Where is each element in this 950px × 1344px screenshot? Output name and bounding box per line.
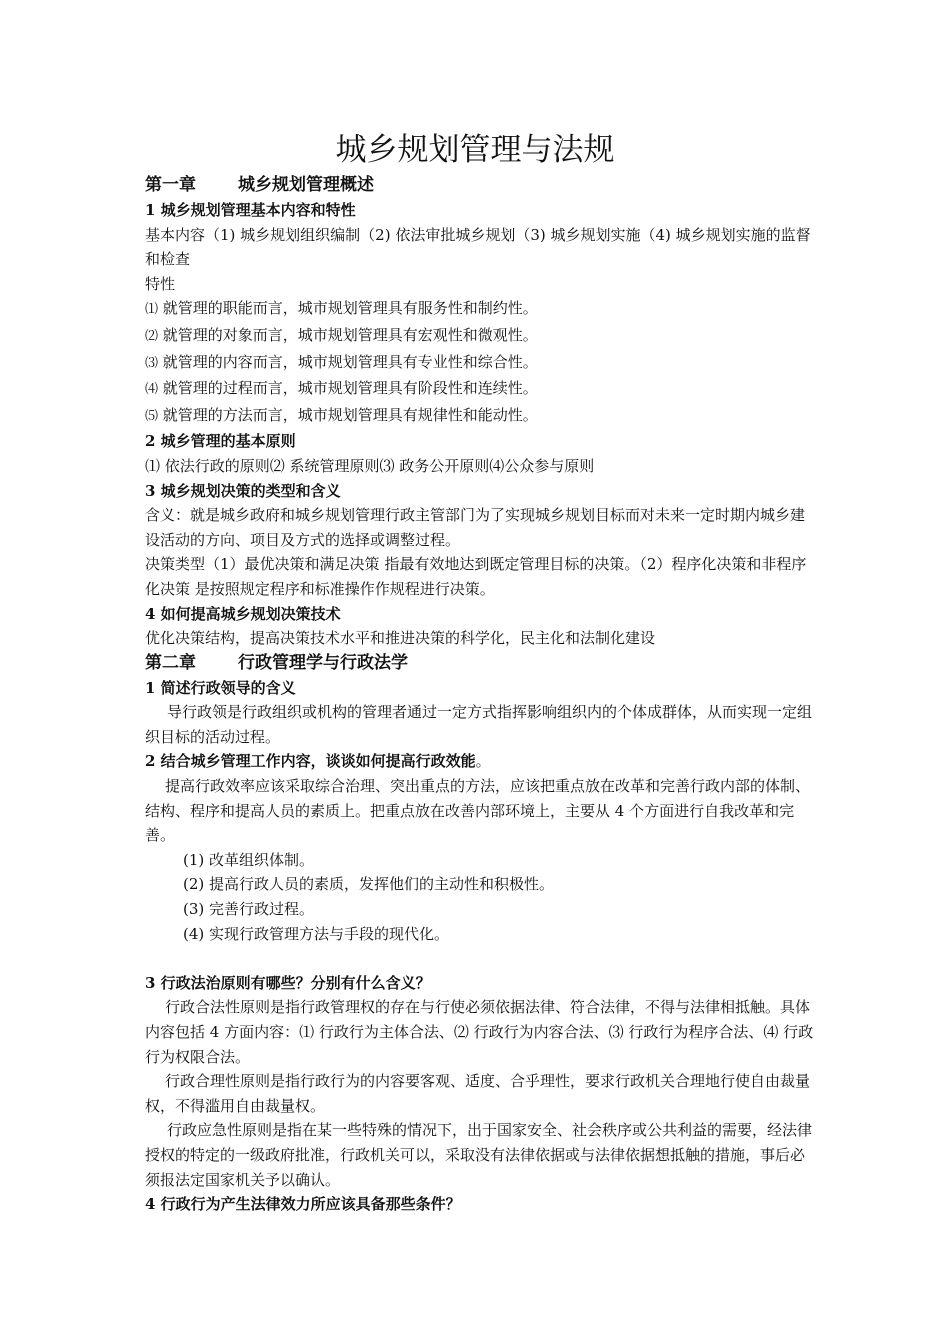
chapter-2-name: 行政管理学与行政法学 bbox=[238, 652, 408, 673]
list-item bbox=[145, 296, 815, 323]
list-item: (4) 实现行政管理方法与手段的现代化。 bbox=[183, 924, 450, 943]
list-item: (3) 完善行政过程。 bbox=[183, 900, 315, 919]
paragraph: 行政应急性原则是指在某一些特殊的情况下，出于国家安全、社会秩序或公共利益的需要，经法律授权的特定的一级政府批准，行政机关可以，采取没有法律依据或与法律依据想抵触的措施，事后必须报法定国家机关予以确认。 bbox=[145, 1121, 813, 1189]
list-item: (1) 改革组织体制。 bbox=[183, 850, 315, 869]
paragraph: 导行政领是行政组织或机构的管理者通过一定方式指挥影响组织内的个体成群体，从而实现一定组织目标的活动过程。 bbox=[145, 703, 813, 746]
traits-label: 特性 bbox=[145, 274, 176, 293]
list-number: ⑸ bbox=[145, 408, 159, 424]
list-item: (2) 提高行政人员的素质，发挥他们的主动性和积极性。 bbox=[183, 875, 555, 894]
list-number: ⑷ bbox=[145, 382, 159, 398]
list-text: 就管理的职能而言，城市规划管理具有服务性和制约性。 bbox=[162, 299, 538, 318]
paragraph: 提高行政效率应该采取综合治理、突出重点的方法，应该把重点放在改革和完善行政内部的体制、结构、程序和提高人员的素质上。把重点放在改善内部环境上，主要从 4 个方面进行自我改革和完善。 bbox=[145, 777, 811, 845]
list-text: 就管理的过程而言，城市规划管理具有阶段性和连续性。 bbox=[162, 379, 538, 398]
paragraph: 基本内容（1) 城乡规划组织编制（2) 依法审批城乡规划（3) 城乡规划实施（4) 城乡规划实施的监督和检查 bbox=[145, 225, 811, 269]
section-heading: 3 城乡规划决策的类型和含义 bbox=[145, 481, 341, 500]
chapter-1-name: 城乡规划管理概述 bbox=[238, 175, 374, 195]
list-text: 就管理的对象而言，城市规划管理具有宏观性和微观性。 bbox=[162, 325, 538, 344]
document-body bbox=[145, 173, 815, 1217]
list-item bbox=[145, 350, 815, 377]
paragraph: 行政合理性原则是指行政行为的内容要客观、适度、合乎理性，要求行政机关合理地行使自由裁量权，不得滥用自由裁量权。 bbox=[145, 1072, 811, 1115]
list-number: ⑴ bbox=[145, 302, 159, 318]
section-heading: 4 行政行为产生法律效力所应该具备那些条件？ bbox=[145, 1195, 461, 1214]
chapter-2-heading bbox=[145, 651, 815, 676]
page-title: 城乡规划管理与法规 bbox=[335, 132, 615, 168]
chapter-1-number: 第一章 bbox=[145, 175, 196, 195]
section-heading bbox=[145, 749, 815, 774]
section-heading: 2 城乡管理的基本原则 bbox=[145, 432, 296, 451]
list-text: 就管理的方法而言，城市规划管理具有规律性和能动性。 bbox=[162, 405, 538, 424]
list-text: 就管理的内容而言，城市规划管理具有专业性和综合性。 bbox=[162, 352, 538, 371]
list-number: ⑵ bbox=[145, 328, 159, 344]
list-number: ⑶ bbox=[145, 355, 159, 371]
section-heading-text: 2 结合城乡管理工作内容，谈谈如何提高行政效能 bbox=[145, 752, 476, 771]
paragraph: 含义：就是城乡政府和城乡规划管理行政主管部门为了实现城乡规划目标而对未来一定时期内城乡建设活动的方向、项目及方式的选择或调整过程。 bbox=[145, 506, 806, 549]
paragraph: ⑴ 依法行政的原则⑵ 系统管理原则⑶ 政务公开原则⑷公众参与原则 bbox=[145, 456, 595, 475]
chapter-2-number: 第二章 bbox=[145, 652, 196, 673]
section-heading: 1 简述行政领导的含义 bbox=[145, 678, 296, 697]
spacer bbox=[145, 946, 815, 971]
list-item bbox=[145, 403, 815, 430]
chapter-1-heading bbox=[145, 173, 815, 198]
list-item bbox=[145, 323, 815, 350]
section-heading: 3 行政法治原则有哪些？分别有什么含义？ bbox=[145, 973, 431, 992]
paragraph: 行政合法性原则是指行政管理权的存在与行使必须依据法律、符合法律，不得与法律相抵触。具体内容包括 4 方面内容：⑴ 行政行为主体合法、⑵ 行政行为内容合法、⑶ 行政行为程序合法、⑷ 行政行为权限合法。 bbox=[145, 998, 814, 1066]
paragraph: 优化决策结构，提高决策技术水平和推进决策的科学化，民主化和法制化建设 bbox=[145, 629, 656, 648]
paragraph: 决策类型（1）最优决策和满足决策 指最有效地达到既定管理目标的决策。（2）程序化决策和非程序化决策 是按照规定程序和标准操作作规程进行决策。 bbox=[145, 555, 807, 598]
section-heading: 4 如何提高城乡规划决策技术 bbox=[145, 604, 341, 623]
list-item bbox=[145, 376, 815, 403]
section-heading-tail: 。 bbox=[475, 752, 491, 771]
section-heading: 1 城乡规划管理基本内容和特性 bbox=[145, 201, 356, 219]
